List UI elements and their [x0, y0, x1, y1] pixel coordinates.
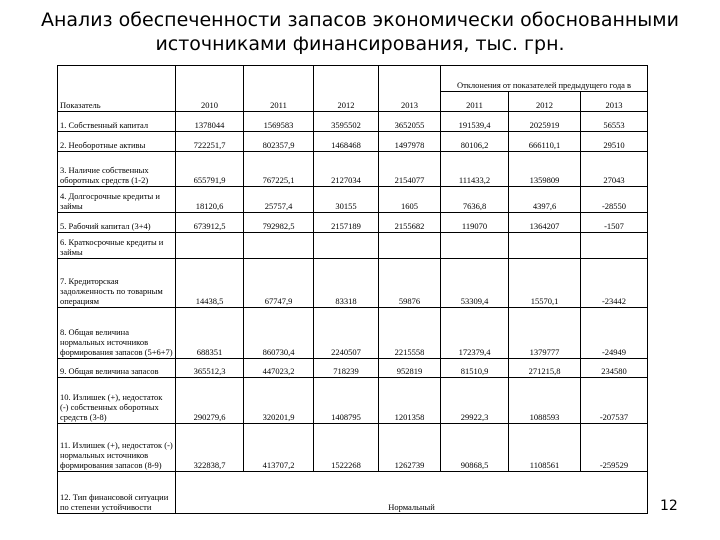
table-row	[58, 152, 648, 187]
table-cell: 447023,2	[244, 359, 314, 378]
table-cell: 666110,1	[509, 132, 581, 152]
table-row	[58, 424, 648, 472]
table-cell: 767225,1	[244, 152, 314, 187]
table-cell: 1108561	[509, 424, 581, 472]
financial-type-value: Нормальный	[176, 472, 648, 514]
table-cell: 2025919	[509, 112, 581, 132]
table-cell: 1364207	[509, 213, 581, 233]
header-year: 2010	[176, 92, 244, 112]
table-cell: 2127034	[314, 152, 379, 187]
header-spacer-2010	[176, 66, 244, 92]
table-cell: 688351	[176, 308, 244, 359]
table-cell: 2240507	[314, 308, 379, 359]
table-row	[58, 112, 648, 132]
table-row	[58, 187, 648, 213]
table-cell: 111433,2	[441, 152, 509, 187]
table-cell: 53309,4	[441, 259, 509, 308]
table-cell: 320201,9	[244, 378, 314, 424]
table-row	[58, 213, 648, 233]
header-spacer-2011	[244, 66, 314, 92]
row-label: 8. Общая величина нормальных источников формирования запасов (5+6+7)	[58, 308, 176, 359]
table-row-financial-type	[58, 472, 648, 514]
row-label: 1. Собственный капитал	[58, 112, 176, 132]
financing-analysis-table	[57, 65, 648, 514]
table-cell: 1522268	[314, 424, 379, 472]
table-cell	[176, 233, 244, 259]
table-cell: 119070	[441, 213, 509, 233]
table-cell: 2157189	[314, 213, 379, 233]
table-cell: 1359809	[509, 152, 581, 187]
table-cell: 30155	[314, 187, 379, 213]
table-cell: 1088593	[509, 378, 581, 424]
row-label: 4. Долгосрочные кредиты и займы	[58, 187, 176, 213]
table-body	[58, 112, 648, 472]
header-dev-year: 2011	[441, 92, 509, 112]
table-cell: 2215558	[379, 308, 441, 359]
table-row	[58, 233, 648, 259]
row-label: 5. Рабочий капитал (3+4)	[58, 213, 176, 233]
row-label: 7. Кредиторская задолженность по товарным операциям	[58, 259, 176, 308]
table-cell: 3595502	[314, 112, 379, 132]
row-label: 11. Излишек (+), недостаток (-) нормальных источников формирования запасов (8-9)	[58, 424, 176, 472]
table-cell: 290279,6	[176, 378, 244, 424]
table-cell	[244, 233, 314, 259]
table-cell: -1507	[581, 213, 648, 233]
table-cell: 59876	[379, 259, 441, 308]
row-label: 9. Общая величина запасов	[58, 359, 176, 378]
table-cell: 25757,4	[244, 187, 314, 213]
table-cell: 718239	[314, 359, 379, 378]
table-cell: 3652055	[379, 112, 441, 132]
table-cell: 1379777	[509, 308, 581, 359]
header-dev-year: 2013	[581, 92, 648, 112]
table-cell: 1605	[379, 187, 441, 213]
table-cell	[509, 233, 581, 259]
table-cell: 27043	[581, 152, 648, 187]
table-cell: 90868,5	[441, 424, 509, 472]
table-cell: 322838,7	[176, 424, 244, 472]
header-row-1	[58, 66, 648, 92]
table-cell: 673912,5	[176, 213, 244, 233]
header-deviation: Отклонения от показателей предыдущего года в	[441, 66, 648, 92]
table-cell: 29510	[581, 132, 648, 152]
table-cell: 1201358	[379, 378, 441, 424]
table-cell: 56553	[581, 112, 648, 132]
table-cell: 83318	[314, 259, 379, 308]
table-cell: 2154077	[379, 152, 441, 187]
table-cell: 172379,4	[441, 308, 509, 359]
table-cell: 952819	[379, 359, 441, 378]
title-line-2: источниками финансирования, тыс. грн.	[155, 33, 565, 55]
header-spacer-2013	[379, 66, 441, 92]
header-year: 2013	[379, 92, 441, 112]
table-cell: 1569583	[244, 112, 314, 132]
table-cell: 1262739	[379, 424, 441, 472]
table-cell: 67747,9	[244, 259, 314, 308]
table-cell: 14438,5	[176, 259, 244, 308]
row-label: 12. Тип финансовой ситуации по степени устойчивости	[58, 472, 176, 514]
table-cell: 413707,2	[244, 424, 314, 472]
table-cell: -23442	[581, 259, 648, 308]
table-cell: 792982,5	[244, 213, 314, 233]
row-label: 3. Наличие собственных оборотных средств (1-2)	[58, 152, 176, 187]
header-year: 2012	[314, 92, 379, 112]
row-label: 6. Краткосрочные кредиты и займы	[58, 233, 176, 259]
table-cell: 1468468	[314, 132, 379, 152]
table-cell	[581, 233, 648, 259]
table-row	[58, 359, 648, 378]
title-line-1: Анализ обеспеченности запасов экономически обоснованными	[40, 9, 679, 31]
header-indicator: Показатель	[58, 66, 176, 112]
table-cell: -207537	[581, 378, 648, 424]
table-cell: 4397,6	[509, 187, 581, 213]
table-cell: 191539,4	[441, 112, 509, 132]
table-row	[58, 132, 648, 152]
table-cell: 365512,3	[176, 359, 244, 378]
table-cell	[441, 233, 509, 259]
header-year: 2011	[244, 92, 314, 112]
page-number: 12	[660, 498, 678, 514]
table-row	[58, 259, 648, 308]
table-cell: 1497978	[379, 132, 441, 152]
slide-title	[0, 8, 720, 56]
table-cell: -259529	[581, 424, 648, 472]
table-cell: 271215,8	[509, 359, 581, 378]
table-cell: 80106,2	[441, 132, 509, 152]
table-cell: 655791,9	[176, 152, 244, 187]
table-cell	[379, 233, 441, 259]
header-spacer-2012	[314, 66, 379, 92]
table-cell: 802357,9	[244, 132, 314, 152]
table-cell: 7636,8	[441, 187, 509, 213]
table-cell: 2155682	[379, 213, 441, 233]
table-cell	[314, 233, 379, 259]
table-cell: 234580	[581, 359, 648, 378]
table-cell: 15570,1	[509, 259, 581, 308]
table-cell: 18120,6	[176, 187, 244, 213]
header-dev-year: 2012	[509, 92, 581, 112]
table-row	[58, 308, 648, 359]
table-cell: 1378044	[176, 112, 244, 132]
table-cell: -24949	[581, 308, 648, 359]
table-cell: 860730,4	[244, 308, 314, 359]
row-label: 10. Излишек (+), недостаток (-) собственных оборотных средств (3-8)	[58, 378, 176, 424]
table-cell: 1408795	[314, 378, 379, 424]
table-cell: 29922,3	[441, 378, 509, 424]
table-cell: 81510,9	[441, 359, 509, 378]
row-label: 2. Необоротные активы	[58, 132, 176, 152]
table-cell: 722251,7	[176, 132, 244, 152]
table-cell: -28550	[581, 187, 648, 213]
table-row	[58, 378, 648, 424]
